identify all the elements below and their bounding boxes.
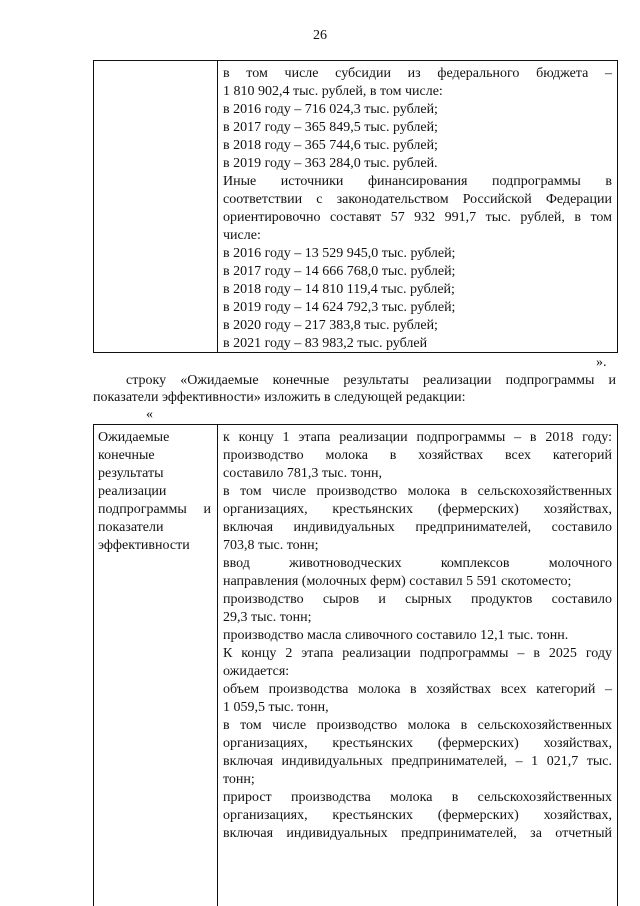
closing-quote: ».: [596, 355, 607, 370]
text-line: направления (молочных ферм) составил 5 591 скотоместо;: [223, 574, 572, 589]
text-line: в 2019 году – 363 284,0 тыс. рублей.: [223, 156, 438, 171]
left-cell-line: показатели: [98, 520, 164, 535]
text-line: организациях, крестьянских (фермерских) хозяйствах,: [223, 736, 612, 751]
text-line: в 2016 году – 716 024,3 тыс. рублей;: [223, 102, 438, 117]
text-line: в 2020 году – 217 383,8 тыс. рублей;: [223, 318, 438, 333]
text-line: в том числе субсидии из федерального бюджета –: [223, 66, 612, 81]
financing-table: [93, 60, 618, 353]
text-line: в 2017 году – 365 849,5 тыс. рублей;: [223, 120, 438, 135]
text-line: включая индивидуальных предпринимателей, – 1 021,7 тыс.: [223, 754, 612, 769]
text-line: объем производства молока в хозяйствах всех категорий –: [223, 682, 612, 697]
text-line: 1 059,5 тыс. тонн,: [223, 700, 329, 715]
text-line: К концу 2 этапа реализации подпрограммы – в 2025 году: [223, 646, 612, 661]
text-line: в 2021 году – 83 983,2 тыс. рублей: [223, 336, 428, 351]
left-cell-line: результаты: [98, 466, 164, 481]
opening-quote: «: [146, 407, 153, 422]
left-cell-line: эффективности: [98, 538, 190, 553]
text-line: организациях, крестьянских (фермерских) хозяйствах,: [223, 808, 612, 823]
text-line: производство масла сливочного составило 12,1 тыс. тонн.: [223, 628, 569, 643]
left-cell-line: подпрограммы и: [98, 502, 211, 517]
text-line: 1 810 902,4 тыс. рублей, в том числе:: [223, 84, 443, 99]
text-line: в том числе производство молока в сельскохозяйственных: [223, 718, 612, 733]
text-line: производство молока в хозяйствах всех категорий: [223, 448, 612, 463]
text-line: включая индивидуальных предпринимателей, за отчетный: [223, 826, 612, 841]
text-line: в 2017 году – 14 666 768,0 тыс. рублей;: [223, 264, 456, 279]
left-cell-line: Ожидаемые: [98, 430, 170, 445]
text-line: 29,3 тыс. тонн;: [223, 610, 312, 625]
text-line: ориентировочно составят 57 932 991,7 тыс. рублей, в том: [223, 210, 612, 225]
expected-results-table: [93, 424, 618, 906]
text-line: производство сыров и сырных продуктов составило: [223, 592, 612, 607]
text-line: к концу 1 этапа реализации подпрограммы – в 2018 году:: [223, 430, 612, 445]
page-number: 26: [313, 28, 327, 43]
text-line: в 2019 году – 14 624 792,3 тыс. рублей;: [223, 300, 456, 315]
paragraph-line: показатели эффективности» изложить в следующей редакции:: [93, 390, 466, 405]
text-line: соответствии с законодательством Российской Федерации: [223, 192, 612, 207]
text-line: в 2018 году – 365 744,6 тыс. рублей;: [223, 138, 438, 153]
text-line: организациях, крестьянских (фермерских) хозяйствах,: [223, 502, 612, 517]
text-line: прирост производства молока в сельскохозяйственных: [223, 790, 612, 805]
table1-left-cell: [94, 61, 218, 352]
text-line: тонн;: [223, 772, 255, 787]
text-line: ожидается:: [223, 664, 290, 679]
text-line: ввод животноводческих комплексов молочного: [223, 556, 612, 571]
paragraph-line: строку «Ожидаемые конечные результаты реализации подпрограммы и: [126, 373, 616, 388]
text-line: 703,8 тыс. тонн;: [223, 538, 319, 553]
text-line: в том числе производство молока в сельскохозяйственных: [223, 484, 612, 499]
text-line: включая индивидуальных предпринимателей, составило: [223, 520, 612, 535]
text-line: в 2018 году – 14 810 119,4 тыс. рублей;: [223, 282, 455, 297]
text-line: Иные источники финансирования подпрограммы в: [223, 174, 612, 189]
left-cell-line: реализации: [98, 484, 167, 499]
table2-left-cell: [94, 425, 218, 906]
text-line: числе:: [223, 228, 261, 243]
text-line: составило 781,3 тыс. тонн,: [223, 466, 383, 481]
text-line: в 2016 году – 13 529 945,0 тыс. рублей;: [223, 246, 456, 261]
left-cell-line: конечные: [98, 448, 155, 463]
